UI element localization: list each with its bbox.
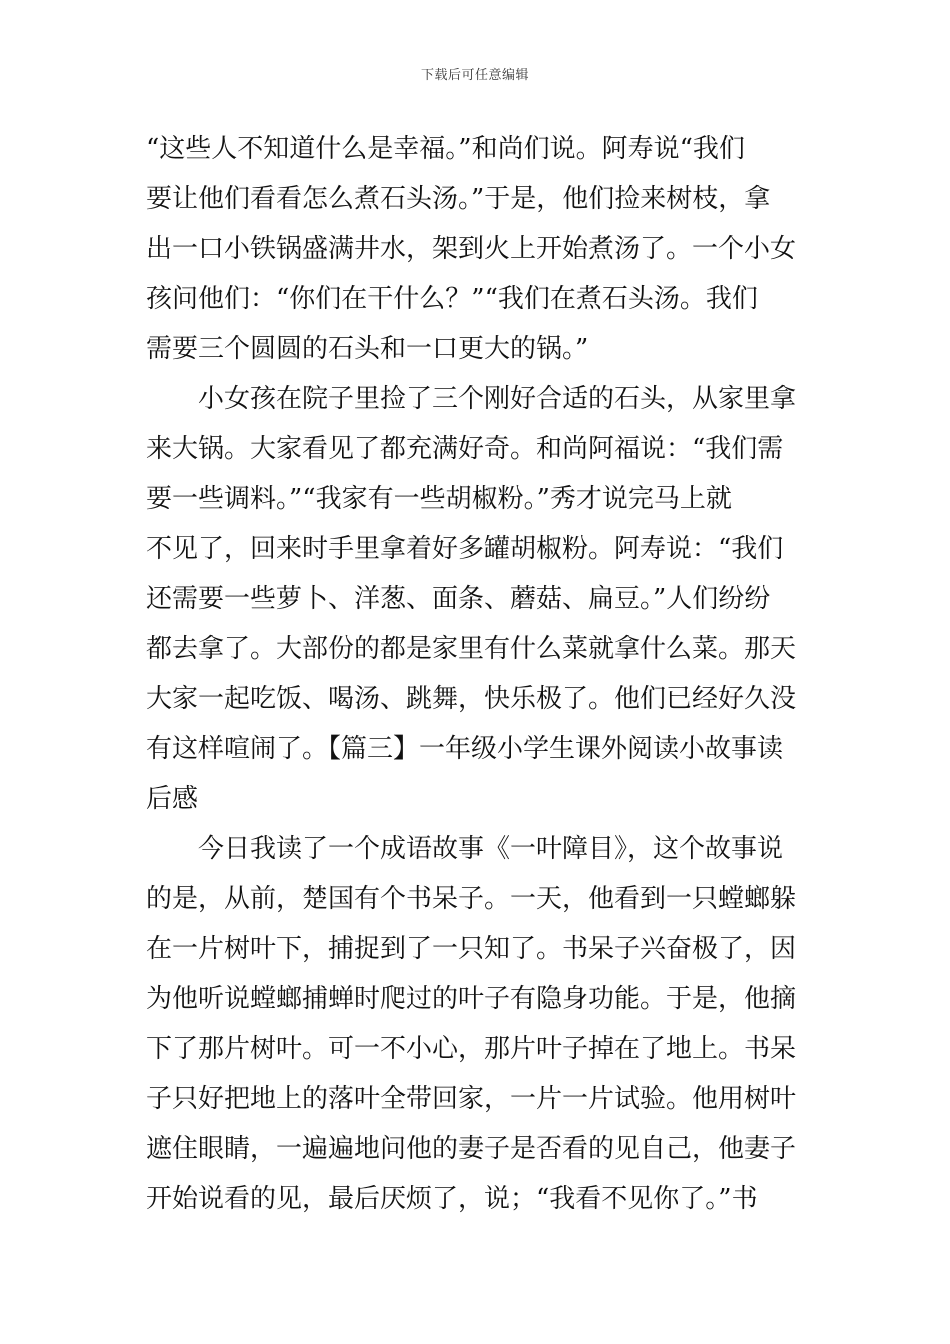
text-line: 下了那片树叶。可一不小心，那片叶子掉在了地上。书呆 [146,1034,797,1064]
text-line: 子只好把地上的落叶全带回家，一片一片试验。他用树叶 [146,1084,797,1114]
text-line: 后感 [146,784,199,814]
text-line: 开始说看的见，最后厌烦了，说；“我看不见你了。”书 [146,1184,758,1214]
paragraph-first-line: 小女孩在院子里捡了三个刚好合适的石头，从家里拿 [198,384,797,414]
text-line: 来大锅。大家看见了都充满好奇。和尚阿福说：“我们需 [146,434,784,464]
text-line: 需要三个圆圆的石头和一口更大的锅。” [146,334,589,364]
text-line: 的是，从前，楚国有个书呆子。一天，他看到一只螳螂躲 [146,884,797,914]
paragraph-first-line: 今日我读了一个成语故事《一叶障目》，这个故事说 [198,834,784,864]
document-body [146,124,810,1224]
text-line: 还需要一些萝卜、洋葱、面条、蘑菇、扁豆。”人们纷纷 [146,584,771,614]
text-line: 为他听说螳螂捕蝉时爬过的叶子有隐身功能。于是，他摘 [146,984,797,1014]
text-line: 在一片树叶下，捕捉到了一只知了。书呆子兴奋极了，因 [146,934,797,964]
page-header: 下载后可任意编辑 [420,68,529,83]
text-line: 要一些调料。”“我家有一些胡椒粉。”秀才说完马上就 [146,484,732,514]
text-line: 出一口小铁锅盛满井水，架到火上开始煮汤了。一个小女 [146,234,797,264]
text-line: 有这样喧闹了。【篇三】一年级小学生课外阅读小故事读 [146,734,784,764]
text-line: 都去拿了。大部份的都是家里有什么菜就拿什么菜。那天 [146,634,797,664]
text-line: 孩问他们：“你们在干什么？”“我们在煮石头汤。我们 [146,284,758,314]
text-line: “这些人不知道什么是幸福。”和尚们说。阿寿说“我们 [146,134,745,164]
text-line: 大家一起吃饭、喝汤、跳舞，快乐极了。他们已经好久没 [146,684,797,714]
text-line: 要让他们看看怎么煮石头汤。”于是，他们捡来树枝，拿 [146,184,771,214]
text-line: 遮住眼睛，一遍遍地问他的妻子是否看的见自己，他妻子 [146,1134,797,1164]
text-line: 不见了，回来时手里拿着好多罐胡椒粉。阿寿说：“我们 [146,534,784,564]
